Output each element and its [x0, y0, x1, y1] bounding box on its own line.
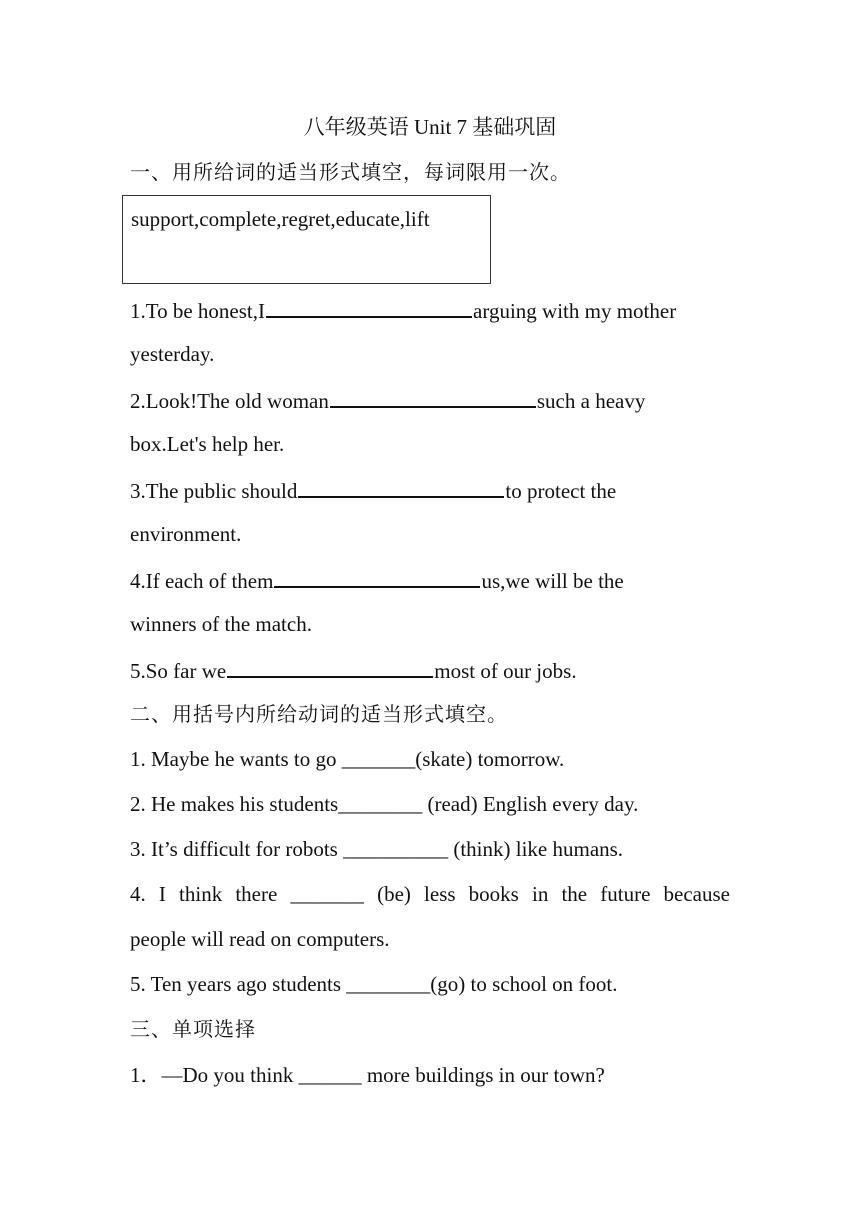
s1-item-5 — [130, 655, 577, 685]
s1-item-4-after: us,we will be the — [481, 569, 624, 593]
section-1-heading: 一、用所给词的适当形式填空，每词限用一次。 — [130, 160, 571, 184]
s1-item-4-before: 4.If each of them — [130, 569, 274, 593]
s1-item-5-before: 5.So far we — [130, 659, 227, 683]
s1-item-3-blank[interactable] — [298, 475, 504, 498]
section-2-heading: 二、用括号内所给动词的适当形式填空。 — [130, 702, 508, 726]
s2-item-2: 2. He makes his students________ (read) English every day. — [130, 792, 639, 816]
s1-item-4-blank[interactable] — [274, 565, 480, 588]
s1-item-1-after: arguing with my mother — [473, 299, 677, 323]
s2-item-3: 3. It’s difficult for robots __________ (think) like humans. — [130, 837, 624, 861]
word-box-words: support,complete,regret,educate,lift — [131, 207, 430, 231]
s1-item-4 — [130, 565, 624, 595]
s1-item-1-blank[interactable] — [266, 295, 472, 318]
word-box — [122, 195, 491, 284]
s2-item-4-cont: people will read on computers. — [130, 927, 390, 951]
s2-item-4: 4. I think there _______ (be) less books in the future because — [130, 882, 730, 906]
s1-item-1-cont: yesterday. — [130, 342, 215, 366]
s1-item-3-after: to protect the — [505, 479, 617, 503]
s1-item-3-before: 3.The public should — [130, 479, 298, 503]
s1-item-3-cont: environment. — [130, 522, 242, 546]
s1-item-5-blank[interactable] — [227, 655, 433, 678]
s2-item-1: 1. Maybe he wants to go _______(skate) tomorrow. — [130, 747, 565, 771]
s3-item-1: 1．—Do you think ______ more buildings in our town? — [130, 1063, 605, 1087]
s1-item-2-after: such a heavy — [536, 389, 646, 413]
section-3-heading: 三、单项选择 — [130, 1017, 256, 1041]
s1-item-3 — [130, 475, 616, 505]
s1-item-1 — [130, 295, 676, 325]
s1-item-1-before: 1.To be honest,I — [130, 299, 266, 323]
s2-item-5: 5. Ten years ago students ________(go) to school on foot. — [130, 972, 618, 996]
s1-item-5-after: most of our jobs. — [434, 659, 577, 683]
s1-item-2-blank[interactable] — [330, 385, 536, 408]
s1-item-2-cont: box.Let's help her. — [130, 432, 285, 456]
s1-item-4-cont: winners of the match. — [130, 612, 312, 636]
s1-item-2 — [130, 385, 645, 415]
s1-item-2-before: 2.Look!The old woman — [130, 389, 329, 413]
document-title: 八年级英语 Unit 7 基础巩固 — [303, 115, 557, 139]
